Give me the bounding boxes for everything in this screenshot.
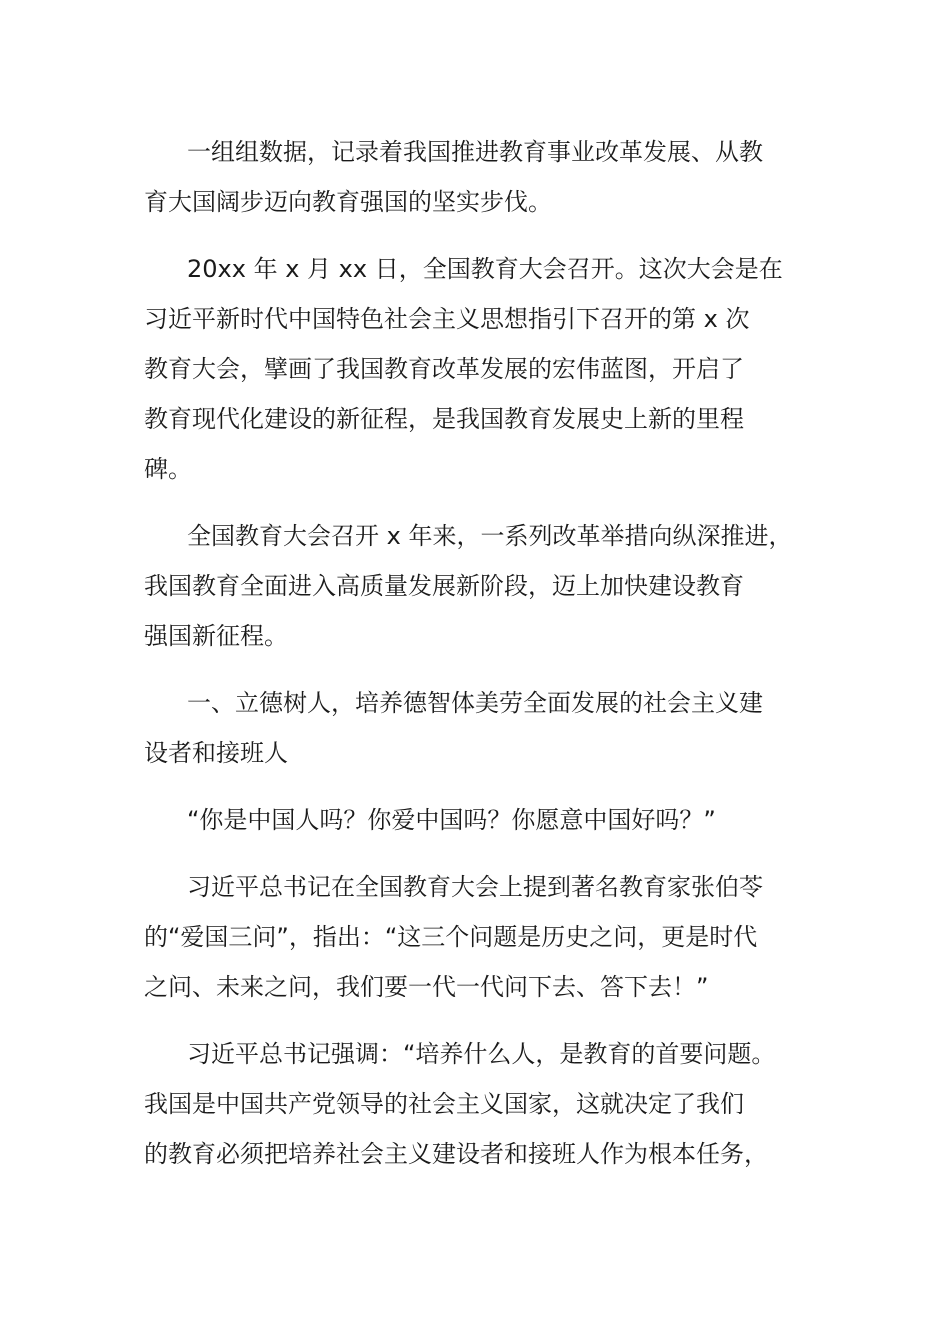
paragraph [144,127,806,227]
paragraph [144,511,806,661]
text-line: 一组组数据，记录着我国推进教育事业改革发展、从教 [187,138,763,166]
text-line: 的“爱国三问”，指出：“这三个问题是历史之问，更是时代 [144,923,758,951]
document-body [144,127,806,1196]
paragraph [144,244,806,494]
paragraph [144,862,806,1012]
text-line: 教育现代化建设的新征程，是我国教育发展史上新的里程 [144,405,744,433]
text-line: 习近平总书记在全国教育大会上提到著名教育家张伯苓 [187,873,763,901]
text-line: 我国教育全面进入高质量发展新阶段，迈上加快建设教育 [144,572,744,600]
text-line: 习近平总书记强调：“培养什么人，是教育的首要问题。 [187,1040,776,1068]
text-line: 设者和接班人 [144,739,288,767]
text-line: 全国教育大会召开 x 年来，一系列改革举措向纵深推进， [187,522,793,550]
text-line: 的教育必须把培养社会主义建设者和接班人作为根本任务， [144,1140,768,1168]
text-line: 我国是中国共产党领导的社会主义国家，这就决定了我们 [144,1090,744,1118]
text-line: 强国新征程。 [144,622,288,650]
paragraph [144,1029,806,1179]
section-heading [144,678,806,778]
text-line: 20xx 年 x 月 xx 日，全国教育大会召开。这次大会是在 [187,255,783,283]
text-line: 教育大会，擘画了我国教育改革发展的宏伟蓝图，开启了 [144,355,744,383]
text-line: “你是中国人吗？你爱中国吗？你愿意中国好吗？” [187,806,716,834]
text-line: 一、立德树人，培养德智体美劳全面发展的社会主义建 [187,689,763,717]
text-line: 之问、未来之问，我们要一代一代问下去、答下去！” [144,973,709,1001]
text-line: 习近平新时代中国特色社会主义思想指引下召开的第 x 次 [144,305,750,333]
text-line: 育大国阔步迈向教育强国的坚实步伐。 [144,188,552,216]
quote-paragraph [144,795,806,845]
text-line: 碑。 [144,455,192,483]
